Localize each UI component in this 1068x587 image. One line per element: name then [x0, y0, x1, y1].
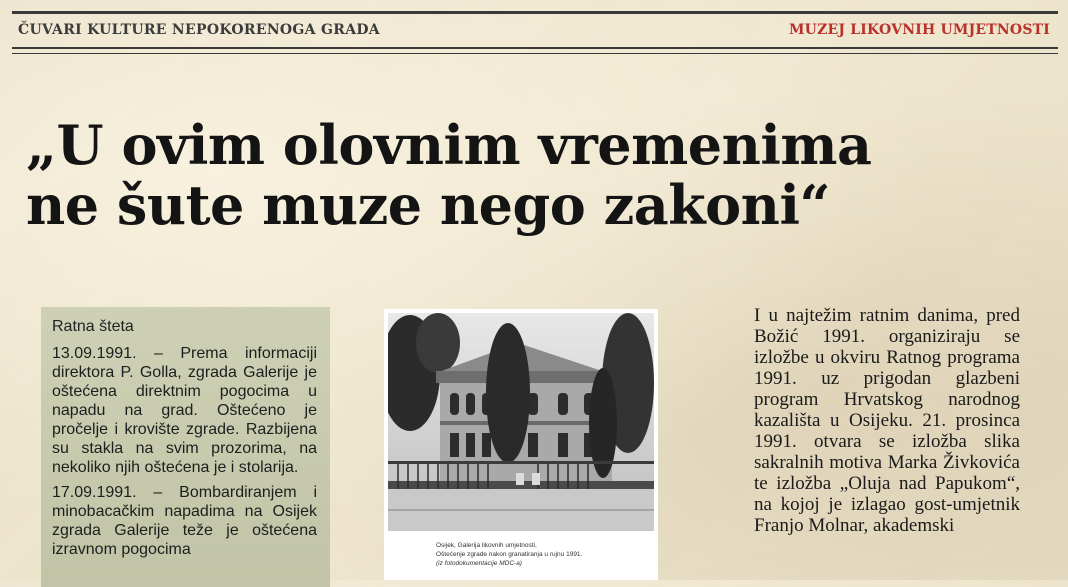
- war-damage-paragraph-2: 17.09.1991. – Bombardiranjem i minobacačkim napadima na Osijek zgrada Galerije teže je oštećena izravnom pogocima: [52, 484, 317, 558]
- headline-line-2: ne šute muze nego zakoni“: [26, 173, 831, 237]
- header-rule-thin: [12, 53, 1058, 54]
- headline-line-1: „U ovim olovnim vremenima: [26, 113, 872, 177]
- photo-caption: [436, 541, 646, 568]
- war-damage-paragraph-1: 13.09.1991. – Prema informaciji direktora P. Golla, zgrada Galerije je oštećena direktnim pogocima u napadu na grad. Oštećeno je pročelje i krovište zgrade. Razbijena su stakla na svim prozorima, na nekoliko njih oštećena je i stolarija.: [52, 345, 317, 476]
- photo-caption-source: (iz fotodokumentacije MDC-a): [436, 560, 522, 567]
- museum-title: MUZEJ LIKOVNIH UMJETNOSTI: [788, 22, 1050, 38]
- page-headline: [26, 115, 872, 235]
- war-damage-box: [41, 307, 330, 587]
- war-damage-content: [52, 318, 317, 565]
- photo-caption-line-1: Osijek, Galerija likovnih umjetnosti,: [436, 542, 537, 549]
- photo-caption-line-2: Oštećenje zgrade nakon granatiranja u rujnu 1991.: [436, 551, 583, 558]
- war-damage-title: Ratna šteta: [52, 318, 134, 335]
- article-body-text: I u najtežim ratnim danima, pred Božić 1991. organiziraju se izložbe u okviru Ratnog programa 1991. uz prigodan glazbeni program Hrvatskog narodnog kazališta u Osijeku. 21. prosinca 1991. otvara se izložba slika sakralnih motiva Marka Živkovića te izložba „Oluja nad Papukom“, na kojoj je izlagao gost-umjetnik Franjo Molnar, akademski: [754, 305, 1020, 536]
- top-rule: [12, 11, 1058, 14]
- gallery-photo: [384, 309, 658, 580]
- header-rule-thick: [12, 47, 1058, 49]
- gallery-building-photo: [388, 313, 654, 531]
- series-title: ČUVARI KULTURE NEPOKORENOGA GRADA: [18, 22, 380, 38]
